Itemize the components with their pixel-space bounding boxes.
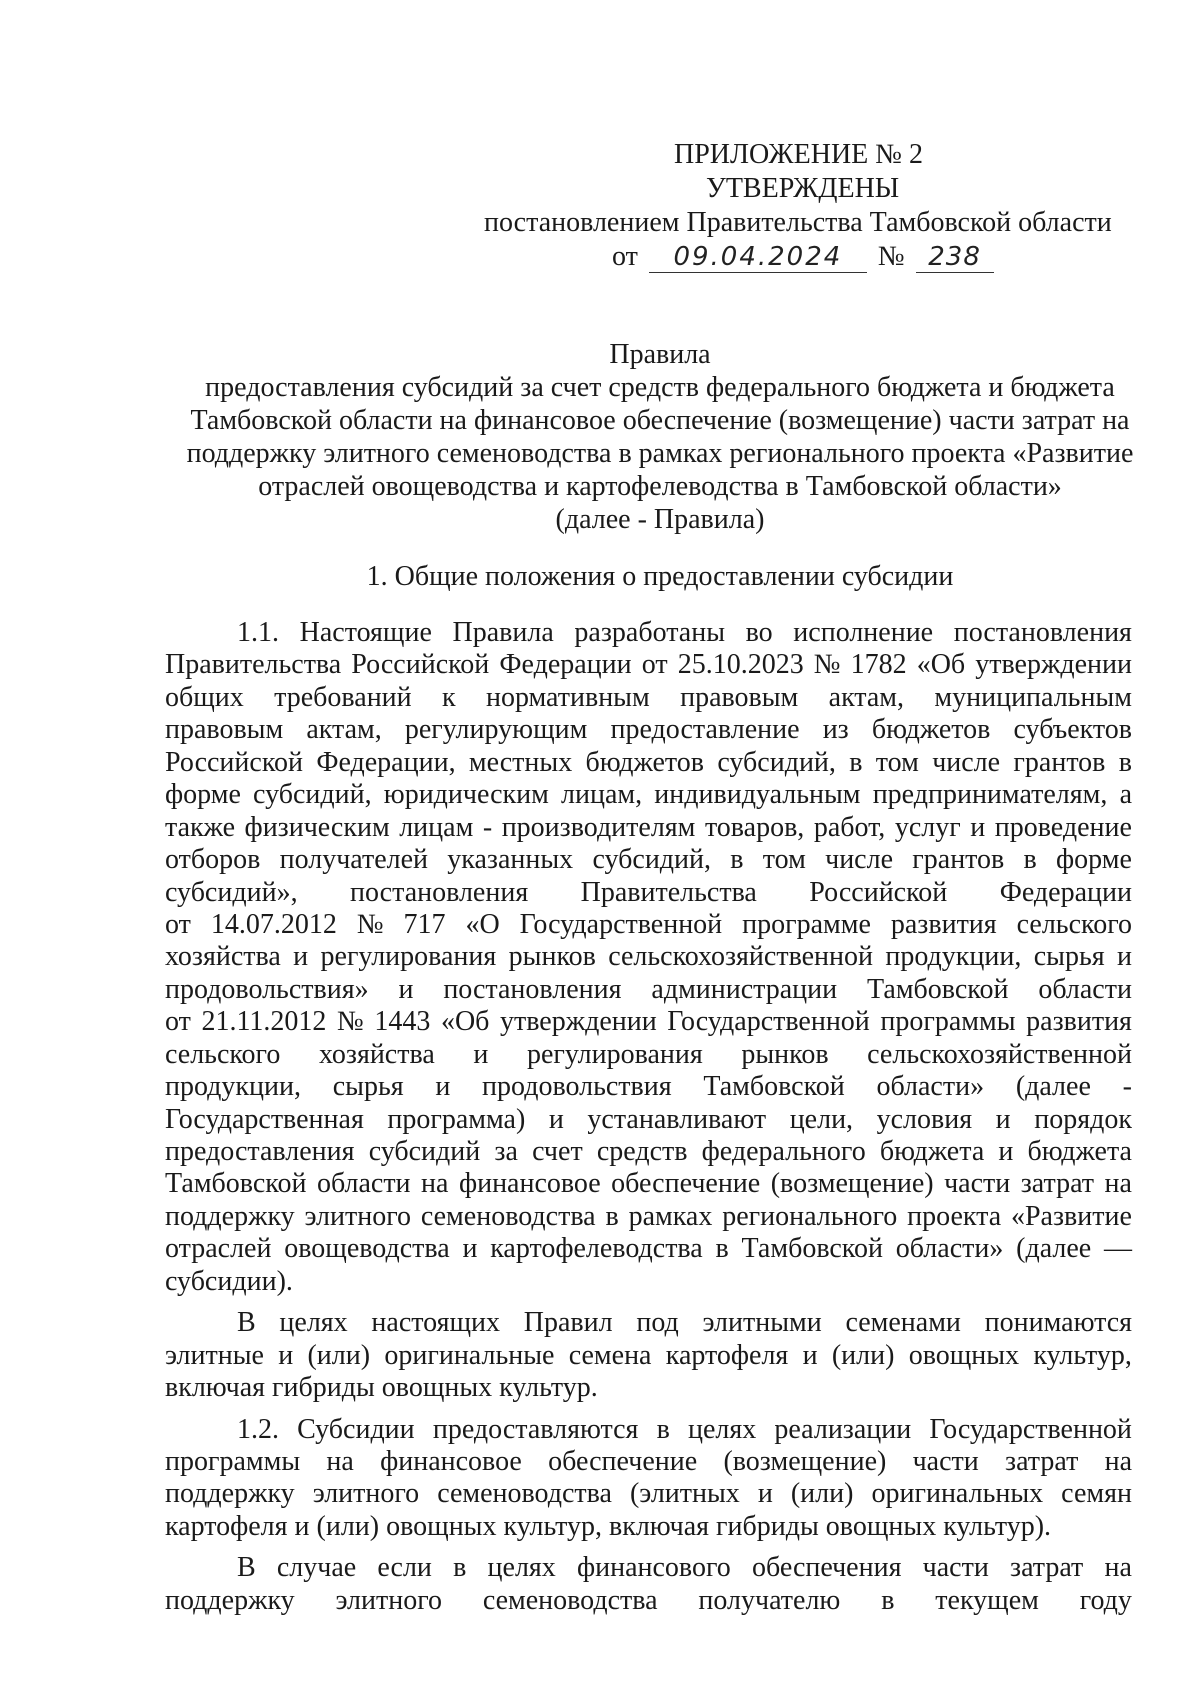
paragraph-line: поддержку элитного семеноводства (элитных и (или) оригинальных семян (165, 1478, 1132, 1510)
date-prefix: от (612, 241, 638, 272)
paragraph-line: поддержку элитного семеноводства получателю в текущем году (165, 1584, 1132, 1616)
paragraph-line: хозяйства и регулирования рынков сельскохозяйственной продукции, сырья и (165, 941, 1132, 973)
paragraph-line: отраслей овощеводства и картофелеводства в Тамбовской области» (далее — (165, 1233, 1132, 1265)
paragraph-line: элитные и (или) оригинальные семена картофеля и (или) овощных культур, (165, 1339, 1132, 1371)
appendix-number: ПРИЛОЖЕНИЕ № 2 (674, 139, 923, 170)
title-line: Тамбовской области на финансовое обеспечение (возмещение) части затрат на (190, 405, 1130, 436)
document-title (160, 338, 1160, 536)
paragraph-line: продовольствия» и постановления администрации Тамбовской области (165, 973, 1132, 1005)
paragraph-line: В случае если в целях финансового обеспечения части затрат на (237, 1552, 1132, 1584)
paragraph-line: 1.1. Настоящие Правила разработаны во исполнение постановления (237, 617, 1132, 648)
title-line: отраслей овощеводства и картофелеводства в Тамбовской области» (258, 471, 1062, 502)
paragraph-gap (165, 1405, 1132, 1414)
paragraph-line: форме субсидий, юридическим лицам, индивидуальным предпринимателям, а (165, 779, 1132, 811)
decree-reference: постановлением Правительства Тамбовской области (484, 207, 1112, 238)
paragraph-line: предоставления субсидий за счет средств федерального бюджета и бюджета (165, 1136, 1132, 1167)
paragraph-line: от 21.11.2012 № 1443 «Об утверждении Государственной программы развития (165, 1006, 1132, 1038)
paragraph-line: В целях настоящих Правил под элитными семенами понимаются (237, 1307, 1132, 1339)
paragraph-line: отборов получателей указанных субсидий, в том числе грантов в форме (165, 844, 1132, 876)
paragraph-line: правовым актам, регулирующим предоставление из бюджетов субъектов (165, 714, 1132, 746)
paragraph-line: субсидий», постановления Правительства Российской Федерации (165, 876, 1132, 908)
handwritten-date: 09.04.2024 (649, 242, 867, 273)
paragraph-line: Правительства Российской Федерации от 25.10.2023 № 1782 «Об утверждении (165, 649, 1132, 681)
paragraph-gap (165, 1298, 1132, 1307)
paragraph-line: сельского хозяйства и регулирования рынков сельскохозяйственной (165, 1038, 1132, 1070)
handwritten-number: 238 (916, 242, 994, 273)
paragraph (165, 617, 1132, 1298)
title-line: (далее - Правила) (555, 504, 765, 535)
paragraph-line: поддержку элитного семеноводства в рамках регионального проекта «Развитие (165, 1200, 1132, 1232)
number-label: № (877, 241, 905, 272)
paragraph-line: общих требований к нормативным правовым актам, муниципальным (165, 681, 1132, 713)
paragraph-line: субсидии). (165, 1265, 293, 1297)
paragraph (165, 1414, 1132, 1544)
paragraph (165, 1307, 1132, 1404)
paragraph-line: программы на финансовое обеспечение (возмещение) части затрат на (165, 1445, 1132, 1477)
paragraph-line: 1.2. Субсидии предоставляются в целях реализации Государственной (237, 1413, 1132, 1445)
paragraph (165, 1552, 1132, 1617)
paragraph-gap (165, 1543, 1132, 1552)
paragraph-line: Российской Федерации, местных бюджетов субсидий, в том числе грантов в (165, 746, 1132, 778)
title-word: Правила (609, 339, 711, 370)
section-heading: 1. Общие положения о предоставлении субсидии (366, 561, 954, 592)
paragraph-line: также физическим лицам - производителям товаров, работ, услуг и проведение (165, 811, 1132, 843)
paragraph-line: от 14.07.2012 № 717 «О Государственной программе развития сельского (165, 908, 1132, 940)
paragraph-line: Тамбовской области на финансовое обеспечение (возмещение) части затрат на (165, 1168, 1132, 1200)
approved-label: УТВЕРЖДЕНЫ (706, 173, 900, 204)
title-line: предоставления субсидий за счет средств федерального бюджета и бюджета (205, 372, 1115, 403)
paragraph-line: Государственная программа) и устанавливают цели, условия и порядок (165, 1103, 1132, 1135)
paragraph-line: продукции, сырья и продовольствия Тамбовской области» (далее - (165, 1071, 1132, 1103)
decree-date-line (612, 240, 994, 274)
title-line: поддержку элитного семеноводства в рамках регионального проекта «Развитие (186, 438, 1134, 469)
paragraph-line: включая гибриды овощных культур. (165, 1372, 598, 1404)
paragraph-line: картофеля и (или) овощных культур, включая гибриды овощных культур). (165, 1510, 1052, 1542)
document-body (165, 617, 1132, 1617)
